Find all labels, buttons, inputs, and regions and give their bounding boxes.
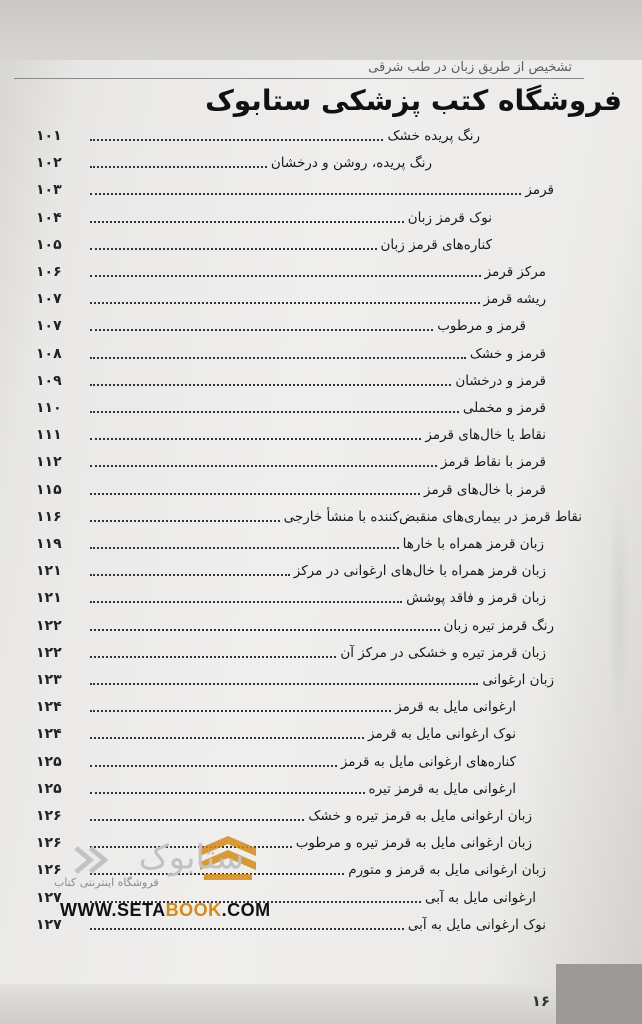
toc-entry[interactable] xyxy=(36,342,546,366)
toc-page-number: ۱۱۲ xyxy=(36,454,62,471)
toc-page-number: ۱۰۲ xyxy=(36,155,62,172)
toc-label: کناره‌های ارغوانی مایل به قرمز xyxy=(340,753,516,770)
toc-label: کناره‌های قرمز زبان xyxy=(380,236,492,253)
toc-page-number: ۱۲۴ xyxy=(36,699,62,716)
toc-entry[interactable] xyxy=(36,450,546,474)
toc-label: زبان قرمز و فاقد پوشش xyxy=(406,590,546,607)
toc-entry[interactable] xyxy=(36,641,546,665)
toc-page-number: ۱۱۹ xyxy=(36,536,62,552)
brand-subtitle: فروشگاه اینترنتی کتاب xyxy=(54,876,159,889)
toc-entry[interactable] xyxy=(36,695,516,719)
toc-label: قرمز و مرطوب xyxy=(437,318,526,335)
toc-entry[interactable] xyxy=(36,423,546,447)
toc-leader-dots xyxy=(90,928,404,930)
toc-leader-dots xyxy=(90,139,383,141)
toc-label: نقاط قرمز در بیماری‌های منقبض‌کننده با منشأ خارجی xyxy=(283,508,582,525)
toc-label: ارغوانی مایل به قرمز تیره xyxy=(368,780,516,797)
toc-leader-dots xyxy=(90,629,440,631)
toc-label: قرمز و مخملی xyxy=(462,400,546,416)
toc-page-number: ۱۰۳ xyxy=(36,182,62,199)
toc-leader-dots xyxy=(90,465,437,467)
toc-page-number: ۱۰۷ xyxy=(36,291,62,308)
running-title: تشخیص از طریق زبان در طب شرقی xyxy=(368,60,572,75)
toc-entry[interactable] xyxy=(36,668,554,692)
toc-entry[interactable] xyxy=(36,287,546,311)
toc-page-number: ۱۲۵ xyxy=(36,753,62,770)
website-url[interactable] xyxy=(60,900,271,921)
toc-page-number: ۱۲۲ xyxy=(36,644,62,661)
toc-page-number: ۱۱۰ xyxy=(36,400,62,416)
toc-leader-dots xyxy=(90,520,280,522)
toc-page-number: ۱۲۶ xyxy=(36,862,62,879)
toc-entry[interactable] xyxy=(36,804,532,828)
toc-leader-dots xyxy=(90,792,365,794)
toc-leader-dots xyxy=(90,656,336,658)
toc-entry[interactable] xyxy=(36,124,480,148)
toc-label: زبان قرمز همراه با خال‌های ارغوانی در مرکز xyxy=(293,563,546,580)
toc-page-number: ۱۲۱ xyxy=(36,590,62,607)
toc-entry[interactable] xyxy=(36,614,554,638)
toc-label: ارغوانی مایل به قرمز xyxy=(395,699,516,716)
paper-stain xyxy=(608,480,630,740)
toc-entry[interactable] xyxy=(36,478,546,502)
toc-entry[interactable] xyxy=(36,233,492,257)
toc-leader-dots xyxy=(90,819,304,821)
toc-entry[interactable] xyxy=(36,559,546,583)
toc-leader-dots xyxy=(90,765,337,767)
toc-label: زبان ارغوانی مایل به قرمز و متورم xyxy=(348,862,546,879)
toc-page-number: ۱۲۷ xyxy=(36,889,62,906)
toc-page-number: ۱۱۵ xyxy=(36,481,62,498)
url-accent: BOOK xyxy=(165,900,222,920)
toc-page-number: ۱۲۱ xyxy=(36,563,62,580)
toc-page-number: ۱۰۵ xyxy=(36,236,62,253)
toc-entry[interactable] xyxy=(36,722,516,746)
toc-label: زبان ارغوانی مایل به قرمز تیره و مرطوب xyxy=(295,835,532,852)
toc-page-number: ۱۱۶ xyxy=(36,508,62,525)
toc-leader-dots xyxy=(90,193,521,195)
toc-entry[interactable] xyxy=(36,151,432,175)
toc-label: نقاط یا خال‌های قرمز xyxy=(425,427,546,444)
toc-page-number: ۱۲۳ xyxy=(36,672,62,688)
url-suffix: .COM xyxy=(221,900,271,920)
toc-page-number: ۱۰۹ xyxy=(36,372,62,389)
toc-label: نوک ارغوانی مایل به آبی xyxy=(407,916,546,933)
toc-page-number: ۱۲۲ xyxy=(36,617,62,634)
url-prefix: WWW.SETA xyxy=(60,900,166,920)
toc-entry[interactable] xyxy=(36,777,516,801)
toc-label: زبان قرمز همراه با خارها xyxy=(402,536,544,552)
toc-leader-dots xyxy=(90,329,433,331)
toc-page-number: ۱۲۶ xyxy=(36,808,62,824)
toc-leader-dots xyxy=(90,275,481,277)
toc-page-number: ۱۰۸ xyxy=(36,345,62,362)
toc-leader-dots xyxy=(90,574,290,576)
toc-label: رنگ قرمز تیره زبان xyxy=(443,617,554,634)
toc-page-number: ۱۰۱ xyxy=(36,128,62,144)
toc-leader-dots xyxy=(90,683,478,685)
toc-leader-dots xyxy=(90,357,466,359)
toc-label: قرمز و درخشان xyxy=(455,372,546,389)
toc-leader-dots xyxy=(90,547,399,549)
toc-page-number: ۱۲۵ xyxy=(36,780,62,797)
toc-label: ریشه قرمز xyxy=(483,291,546,308)
toc-label: زبان ارغوانی xyxy=(482,672,554,688)
toc-entry[interactable] xyxy=(36,532,544,556)
page-number: ۱۶ xyxy=(531,992,550,1010)
toc-leader-dots xyxy=(90,166,267,168)
toc-page-number: ۱۰۶ xyxy=(36,264,62,280)
toc-label: قرمز xyxy=(525,182,554,199)
toc-entry[interactable] xyxy=(36,505,582,529)
toc-label: نوک قرمز زبان xyxy=(407,209,492,226)
toc-entry[interactable] xyxy=(36,260,546,284)
toc-label: رنگ پریده خشک xyxy=(387,128,480,144)
toc-label: رنگ پریده، روشن و درخشان xyxy=(270,155,432,172)
toc-label: زبان ارغوانی مایل به قرمز تیره و خشک xyxy=(308,808,532,824)
toc-page-number: ۱۱۱ xyxy=(36,427,62,444)
toc-leader-dots xyxy=(90,601,402,603)
toc-label: قرمز با نقاط قرمز xyxy=(440,454,546,471)
toc-entry[interactable] xyxy=(36,206,492,230)
toc-label: ارغوانی مایل به آبی xyxy=(424,889,536,906)
toc-leader-dots xyxy=(90,384,451,386)
toc-leader-dots xyxy=(90,737,364,739)
toc-entry[interactable] xyxy=(36,314,526,338)
toc-leader-dots xyxy=(90,710,391,712)
toc-leader-dots xyxy=(90,438,421,440)
store-banner: فروشگاه کتب پزشکی ستابوک xyxy=(205,84,622,117)
toc-leader-dots xyxy=(90,302,480,304)
page-corner xyxy=(556,964,642,1024)
toc-entry[interactable] xyxy=(36,178,554,202)
toc-leader-dots xyxy=(90,411,459,413)
toc-entry[interactable] xyxy=(36,369,546,393)
toc-leader-dots xyxy=(90,221,404,223)
toc-page-number: ۱۰۴ xyxy=(36,209,62,226)
toc-leader-dots xyxy=(90,248,377,250)
toc-label: نوک ارغوانی مایل به قرمز xyxy=(368,726,516,743)
toc-leader-dots xyxy=(90,493,420,495)
toc-page-number: ۱۰۷ xyxy=(36,318,62,335)
toc-entry[interactable] xyxy=(36,750,516,774)
toc-entry[interactable] xyxy=(36,586,546,610)
toc-label: مرکز قرمز xyxy=(484,264,546,280)
toc-label: قرمز با خال‌های قرمز xyxy=(424,481,546,498)
toc-page-number: ۱۲۴ xyxy=(36,726,62,743)
brand-name: ستابوک xyxy=(138,837,244,877)
toc-page-number: ۱۲۶ xyxy=(36,835,62,852)
toc-entry[interactable] xyxy=(36,396,546,420)
toc-label: قرمز و خشک xyxy=(469,345,546,362)
toc-label: زبان قرمز تیره و خشکی در مرکز آن xyxy=(340,644,546,661)
toc-page-number: ۱۲۷ xyxy=(36,916,62,933)
